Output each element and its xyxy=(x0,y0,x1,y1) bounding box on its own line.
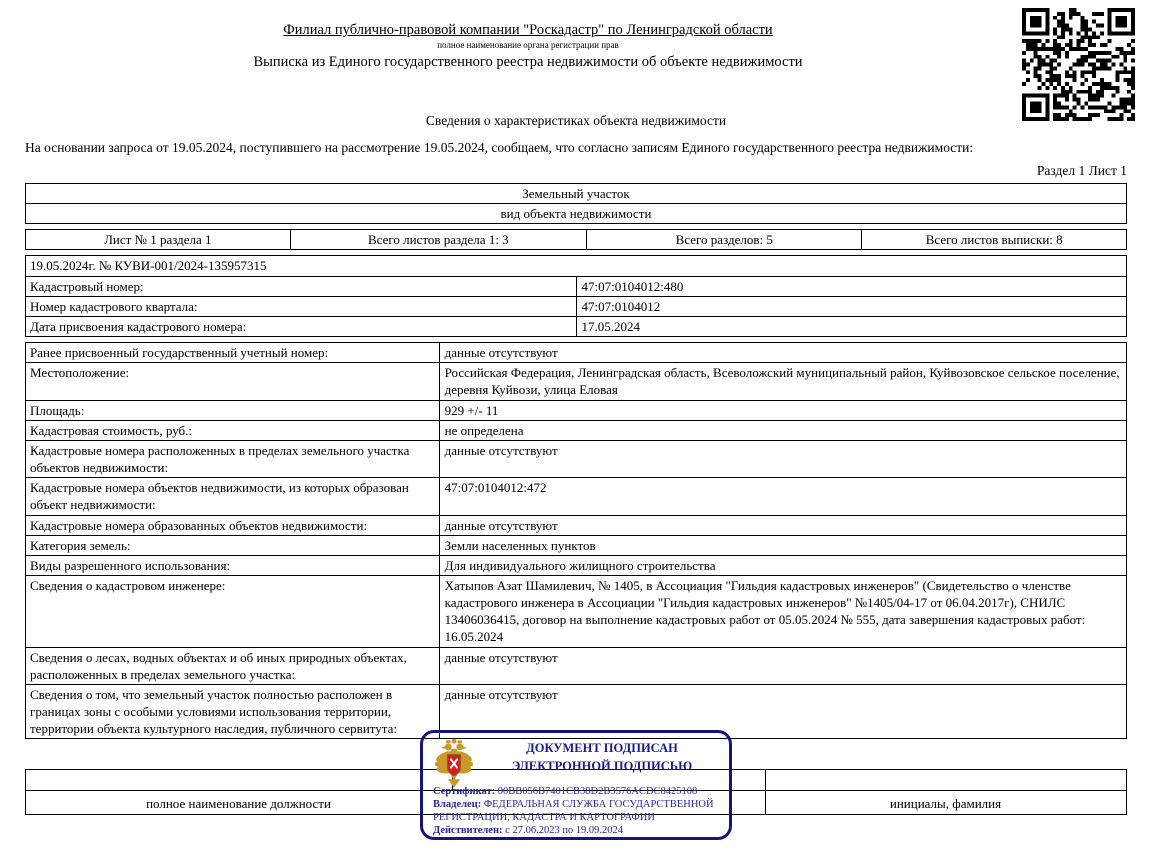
row-value: Земли населенных пунктов xyxy=(439,535,1126,555)
coat-of-arms-icon xyxy=(435,736,473,792)
row-value: данные отсутствуют xyxy=(439,515,1126,535)
stamp-title-line2: ЭЛЕКТРОННОЙ ПОДПИСЬЮ xyxy=(511,759,693,773)
table-row xyxy=(26,256,1127,276)
table-row xyxy=(26,535,1127,555)
document-header xyxy=(25,22,1127,71)
row-label: Кадастровый номер: xyxy=(26,276,577,296)
validity-label: Действителен: xyxy=(433,825,503,836)
table-row xyxy=(26,647,1127,684)
request-number: 19.05.2024г. № КУВИ-001/2024-135957315 xyxy=(26,256,1127,276)
table-row xyxy=(26,204,1127,224)
table-row xyxy=(26,515,1127,535)
validity-line xyxy=(433,824,727,837)
table-row xyxy=(26,478,1127,515)
org-name-caption: полное наименование органа регистрации прав xyxy=(437,40,619,50)
table-row xyxy=(26,555,1127,575)
table-row xyxy=(26,184,1127,204)
table-row xyxy=(26,343,1127,363)
owner-value: ФЕДЕРАЛЬНАЯ СЛУЖБА ГОСУДАРСТВЕННОЙ РЕГИСТРАЦИИ, КАДАСТРА И КАРТОГРАФИИ xyxy=(433,799,714,823)
row-value: 47:07:0104012:480 xyxy=(576,276,1127,296)
object-type-caption: вид объекта недвижимости xyxy=(26,204,1127,224)
document-title: Выписка из Единого государственного реестра недвижимости об объекте недвижимости xyxy=(253,54,803,70)
org-name: Филиал публично-правовой компании "Роскадастр" по Ленинградской области xyxy=(283,22,773,38)
row-label: Категория земель: xyxy=(26,535,440,555)
row-value: 47:07:0104012 xyxy=(576,296,1127,316)
row-label: Дата присвоения кадастрового номера: xyxy=(26,316,577,336)
table-row xyxy=(26,400,1127,420)
registry-table xyxy=(25,255,1127,337)
document-content xyxy=(25,0,1127,744)
row-value: Для индивидуального жилищного строительства xyxy=(439,555,1126,575)
row-value: Хатыпов Азат Шамилевич, № 1405, в Ассоциация "Гильдия кадастровых инженеров" (Свидетельство о членстве кадастрового инженера в Ассоциации "Гильдия кадастровых инженеров" №1405/04-17 от 06.04.2017г), СНИЛС 13406036415, договор на выполнение кадастровых работ от 05.05.2024 № 555, дата завершения кадастровых работ: 16.05.2024 xyxy=(439,575,1126,647)
signature-table-edge xyxy=(1126,769,1127,814)
sheet-info-table xyxy=(25,229,1127,250)
total-sheets-extract-cell: Всего листов выписки: 8 xyxy=(862,230,1127,250)
row-label: Кадастровая стоимость, руб.: xyxy=(26,420,440,440)
table-row xyxy=(26,420,1127,440)
details-table xyxy=(25,342,1127,739)
sheet-number-cell: Лист № 1 раздела 1 xyxy=(26,230,291,250)
table-row xyxy=(26,276,1127,296)
signature-block xyxy=(25,718,1127,854)
table-row xyxy=(26,296,1127,316)
request-basis-line: На основании запроса от 19.05.2024, поступившего на рассмотрение 19.05.2024, сообщаем, что согласно записям Единого государственного реестра недвижимости: xyxy=(25,140,974,155)
row-value: не определена xyxy=(439,420,1126,440)
row-value: данные отсутствуют xyxy=(439,440,1126,477)
stamp-details xyxy=(433,785,727,837)
row-value: 47:07:0104012:472 xyxy=(439,478,1126,515)
row-label: Местоположение: xyxy=(26,363,440,400)
section-sheet-label: Раздел 1 Лист 1 xyxy=(1036,163,1127,178)
owner-label: Владелец: xyxy=(433,799,482,810)
row-value: 929 +/- 11 xyxy=(439,400,1126,420)
row-value: 17.05.2024 xyxy=(576,316,1127,336)
row-label: Сведения о том, что земельный участок полностью расположен в границах зоны с особыми условиями использования территории, территории объекта культурного наследия, публичного сервитута: xyxy=(26,684,440,738)
certificate-line xyxy=(433,785,727,798)
object-type-table xyxy=(25,183,1127,224)
row-value: данные отсутствуют xyxy=(439,343,1126,363)
row-value: Российская Федерация, Ленинградская область, Всеволожский муниципальный район, Куйвозовское сельское поселение, деревня Куйвози, улица Еловая xyxy=(439,363,1126,400)
digital-signature-stamp xyxy=(420,730,732,840)
row-label: Номер кадастрового квартала: xyxy=(26,296,577,316)
object-type-value: Земельный участок xyxy=(26,184,1127,204)
validity-value: с 27.06.2023 по 19.09.2024 xyxy=(505,825,624,836)
row-value: данные отсутствуют xyxy=(439,684,1126,738)
table-row xyxy=(26,316,1127,336)
certificate-value: 00BB056B7401CB38D2B3576ACDC8425108 xyxy=(497,786,698,797)
row-label: Кадастровые номера образованных объектов недвижимости: xyxy=(26,515,440,535)
total-sheets-section-cell: Всего листов раздела 1: 3 xyxy=(290,230,587,250)
section-title: Сведения о характеристиках объекта недвижимости xyxy=(425,113,727,128)
owner-line xyxy=(433,798,727,824)
row-value: данные отсутствуют xyxy=(439,647,1126,684)
table-row xyxy=(26,363,1127,400)
certificate-label: Сертификат: xyxy=(433,786,496,797)
total-sections-cell: Всего разделов: 5 xyxy=(587,230,862,250)
row-label: Виды разрешенного использования: xyxy=(26,555,440,575)
row-label: Кадастровые номера расположенных в пределах земельного участка объектов недвижимости: xyxy=(26,440,440,477)
row-label: Площадь: xyxy=(26,400,440,420)
table-row xyxy=(26,440,1127,477)
row-label: Сведения о кадастровом инженере: xyxy=(26,575,440,647)
row-label: Сведения о лесах, водных объектах и об иных природных объектах, расположенных в пределах земельного участка: xyxy=(26,647,440,684)
stamp-title-line1: ДОКУМЕНТ ПОДПИСАН xyxy=(526,741,678,755)
initials-caption: инициалы, фамилия xyxy=(889,796,1002,811)
table-row xyxy=(26,230,1127,250)
row-label: Кадастровые номера объектов недвижимости, из которых образован объект недвижимости: xyxy=(26,478,440,515)
table-row xyxy=(26,575,1127,647)
stamp-title xyxy=(479,739,725,775)
row-label: Ранее присвоенный государственный учетный номер: xyxy=(26,343,440,363)
position-caption: полное наименование должности xyxy=(146,796,331,811)
